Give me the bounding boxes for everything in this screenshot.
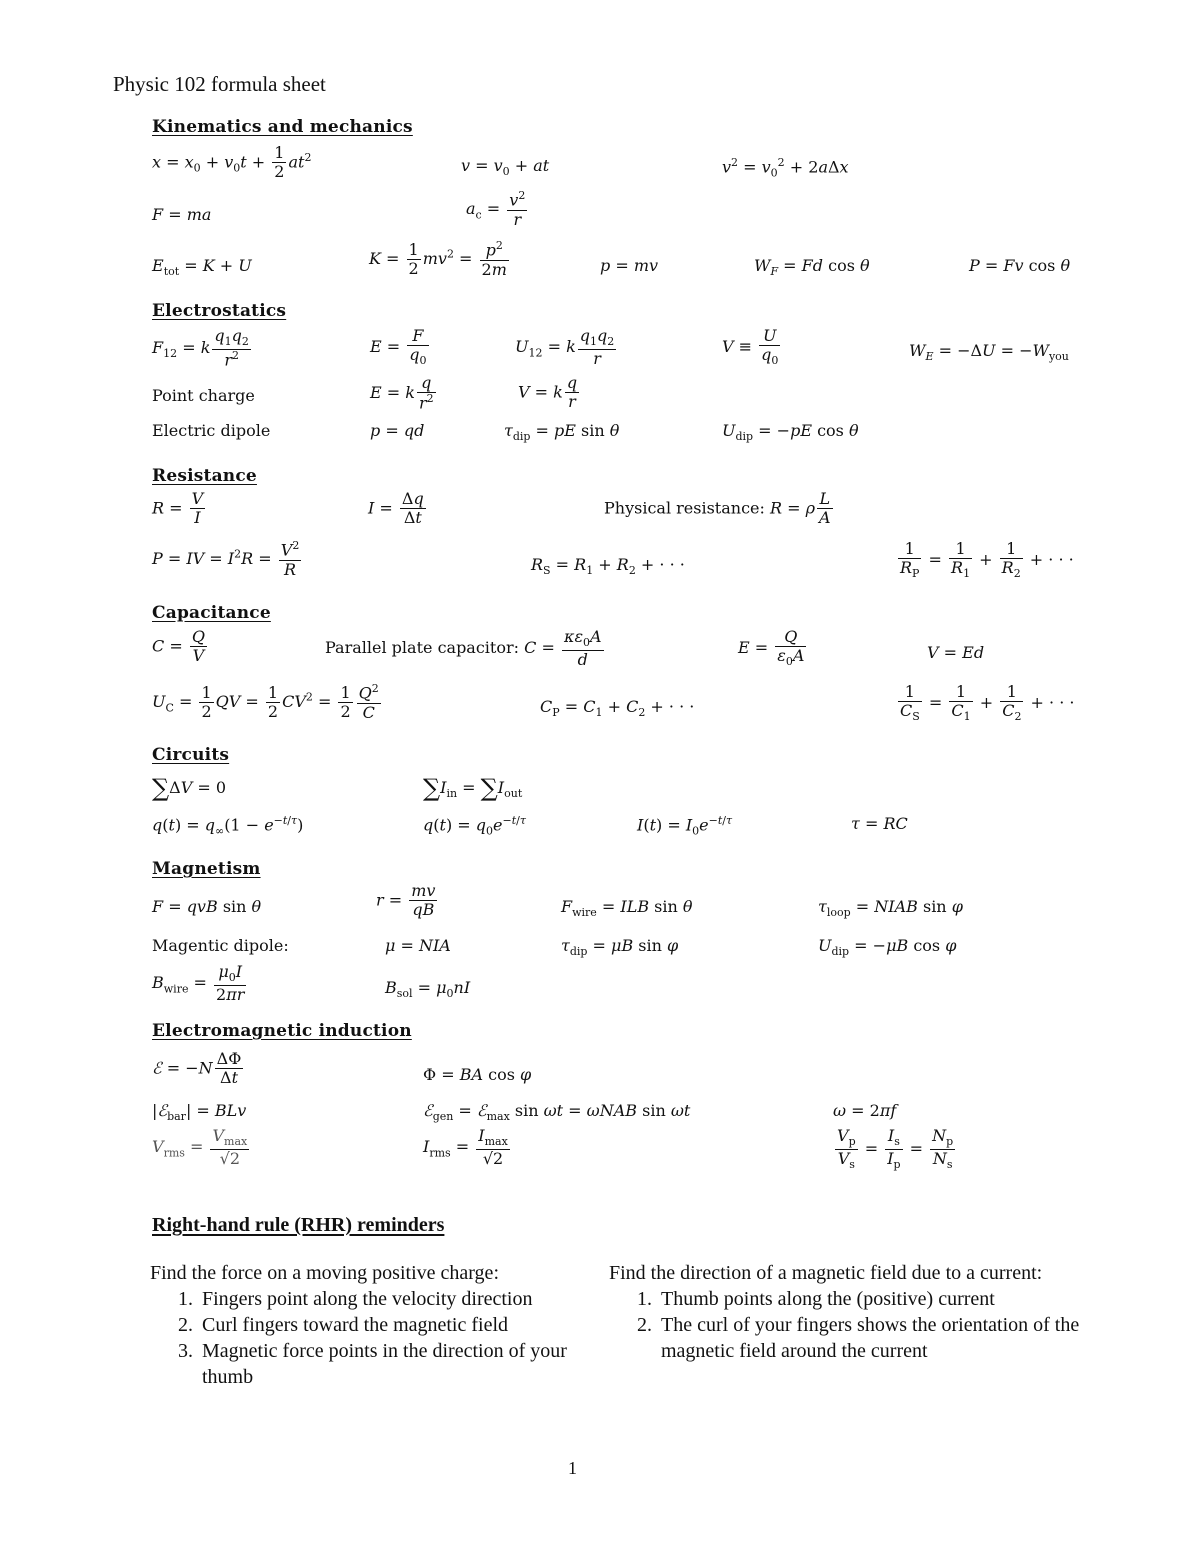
section-heading-electrostatics: Electrostatics — [152, 301, 287, 321]
formula-series-capacitance: $\frac{1}{C_S}$ = $\frac{1}{C_1}$ + $\frac{1}{C_2}$ + · · · — [900, 682, 1075, 724]
formula-flux: Φ = BA cos φ — [423, 1065, 532, 1084]
formula-velocity: $v = v_0$ + at — [461, 156, 550, 179]
rhr-heading: Right-hand rule (RHR) reminders — [152, 1214, 445, 1236]
formula-capacitance: C = $\frac{Q}{V}$ — [152, 627, 205, 666]
label-magnetic-dipole: Magentic dipole: — [152, 936, 289, 955]
formula-magnetic-dipole-energy: $U_{dip} = -\mu B$ cos φ — [818, 936, 957, 959]
formula-kinetic-energy: K = $\frac{1}{2}$ $mv^2$ = $\frac{p^2}{2m}$ — [369, 239, 507, 279]
section-heading-kinematics: Kinematics and mechanics — [152, 117, 413, 137]
formula-capacitor-field: E = $\frac{Q}{\varepsilon_0A}$ — [738, 627, 805, 669]
formula-rms-voltage: $V_{rms}$ = $\frac{V_{max}}{√2}$ — [152, 1126, 248, 1168]
label-point-charge: Point charge — [152, 386, 255, 405]
list-item: 3. Magnetic force points in the direction of your thumb — [198, 1338, 580, 1390]
formula-rms-current: $I_{rms}$ = $\frac{I_{max}}{√2}$ — [423, 1126, 508, 1168]
formula-coulomb-force: $F_{12} = k$ $\frac{q_1q_2}{r^2}$ — [152, 326, 249, 370]
formula-angular-frequency: ω = 2πf — [833, 1101, 897, 1120]
formula-faraday: ℰ = −N $\frac{\Delta\Phi}{\Delta t}$ — [152, 1049, 242, 1088]
formula-physical-resistance: Physical resistance: R = ρ $\frac{L}{A}$ — [604, 489, 831, 528]
formula-current: I = $\frac{\Delta q}{\Delta t}$ — [368, 489, 424, 528]
formula-series-resistance: $R_S = R_1 + R_2$ + · · · — [531, 555, 685, 578]
formula-electric-field: E = $\frac{F}{q_0}$ — [370, 326, 427, 368]
formula-point-charge-potential: V = k $\frac{q}{r}$ — [518, 373, 578, 412]
formula-newton-second: F = ma — [152, 205, 212, 224]
formula-potential-energy: $U_{12} = k$ $\frac{q_1q_2}{r}$ — [515, 326, 615, 368]
rhr-field-intro: Find the direction of a magnetic field due to a current: — [609, 1262, 1043, 1284]
formula-loop-torque: $\tau_{loop}$ = NIAB sin φ — [818, 897, 963, 920]
rhr-field-column — [609, 1260, 1089, 1364]
rhr-field-list — [609, 1286, 1089, 1364]
page-title: Physic 102 formula sheet — [113, 72, 326, 96]
label-electric-dipole: Electric dipole — [152, 421, 271, 440]
formula-lorentz-force: F = qvB sin θ — [152, 897, 262, 916]
list-item: 1. Thumb points along the (positive) current — [657, 1286, 1089, 1312]
list-item: 2. Curl fingers toward the magnetic field — [198, 1312, 580, 1338]
rhr-force-list — [150, 1286, 580, 1390]
formula-work: $W_F = Fd$ cos θ — [754, 256, 870, 279]
formula-power: P = Fv cos θ — [969, 256, 1071, 275]
section-heading-circuits: Circuits — [152, 745, 230, 765]
formula-power-electric: P = IV = $I^2R$ = $\frac{V^2}{R}$ — [152, 539, 300, 579]
formula-rc-discharging: $q(t) = q_0e^{-t/\tau}$ — [423, 814, 526, 838]
formula-point-charge-field: E = k $\frac{q}{r^2}$ — [370, 373, 434, 413]
label-physical-resistance: Physical resistance: — [604, 498, 765, 518]
section-heading-induction: Electromagnetic induction — [152, 1021, 412, 1041]
label-parallel-plate: Parallel plate capacitor: — [325, 638, 520, 658]
formula-time-constant: τ = RC — [851, 814, 908, 833]
formula-kirchhoff-current: $\sum I_{in} = \sum I_{out}$ — [423, 774, 523, 802]
formula-magnetic-moment: μ = NIA — [385, 936, 451, 955]
formula-capacitor-voltage: V = Ed — [927, 643, 985, 662]
formula-position: $x = x_0 + v_0t$ + $\frac{1}{2}$ $at^2$ — [152, 143, 312, 182]
formula-momentum: p = mv — [600, 256, 659, 275]
formula-magnetic-dipole-torque: $\tau_{dip} = \mu B$ sin φ — [561, 936, 679, 959]
formula-parallel-resistance: $\frac{1}{R_P}$ = $\frac{1}{R_1}$ + $\frac{1}{R_2}$ + · · · — [900, 539, 1074, 581]
formula-transformer: $\frac{V_p}{V_s}$ = $\frac{I_s}{I_p}$ = $\frac{N_p}{N_s}$ — [837, 1126, 954, 1172]
formula-cyclotron-radius: r = $\frac{mv}{qB}$ — [376, 881, 436, 920]
formula-parallel-capacitance: $C_P = C_1 + C_2$ + · · · — [540, 697, 695, 720]
formula-work-electric: $W_E = -\Delta U = -W_{you}$ — [909, 341, 1069, 364]
section-heading-magnetism: Magnetism — [152, 859, 261, 879]
list-item: 1. Fingers point along the velocity direction — [198, 1286, 580, 1312]
list-item: 2. The curl of your fingers shows the orientation of the magnetic field around the current — [657, 1312, 1089, 1364]
formula-generator-emf: ℰ$_{gen}$ = ℰ$_{max}$ sin ωt = ωNAB sin ωt — [423, 1101, 691, 1124]
rhr-force-column — [150, 1260, 580, 1390]
formula-motional-emf: |ℰ$_{bar}$| = BLv — [152, 1101, 247, 1124]
formula-dipole-torque: $\tau_{dip}$ = pE sin θ — [504, 421, 620, 444]
section-heading-resistance: Resistance — [152, 466, 257, 486]
formula-capacitor-energy: $U_C$ = $\frac{1}{2}$ QV = $\frac{1}{2}$ $CV^2$ = $\frac{1}{2}$ $\frac{Q^2}{C}$ — [152, 682, 379, 722]
formula-velocity-squared: $v^2 = v_0^2 + 2a\Delta x$ — [722, 156, 849, 180]
formula-rc-current: $I(t) = I_0e^{-t/\tau}$ — [637, 814, 733, 838]
formula-potential: V ≡ $\frac{U}{q_0}$ — [722, 326, 779, 368]
section-heading-capacitance: Capacitance — [152, 603, 271, 623]
page-number: 1 — [568, 1458, 577, 1478]
formula-rc-charging: $q(t) = q_\infty(1 - e^{-t/\tau})$ — [152, 814, 304, 838]
formula-kirchhoff-voltage: ∑ΔV = 0 — [152, 774, 227, 802]
formula-dipole-energy: $U_{dip} = -pE$ cos θ — [722, 421, 859, 444]
formula-parallel-plate: Parallel plate capacitor: C = $\frac{\kappa\varepsilon_0A}{d}$ — [325, 627, 602, 669]
formula-wire-field: $B_{wire}$ = $\frac{\mu_0I}{2\pi r}$ — [152, 962, 245, 1004]
formula-ohm: R = $\frac{V}{I}$ — [152, 489, 204, 528]
formula-wire-force: $F_{wire}$ = ILB sin θ — [561, 897, 693, 920]
formula-centripetal: $a_c$ = $\frac{v^2}{r}$ — [466, 189, 526, 229]
formula-solenoid-field: $B_{sol} = \mu_0nI$ — [385, 978, 471, 1001]
rhr-force-intro: Find the force on a moving positive charge: — [150, 1262, 499, 1284]
formula-dipole-moment: p = qd — [370, 421, 425, 440]
formula-total-energy: $E_{tot} = K + U$ — [152, 256, 252, 279]
